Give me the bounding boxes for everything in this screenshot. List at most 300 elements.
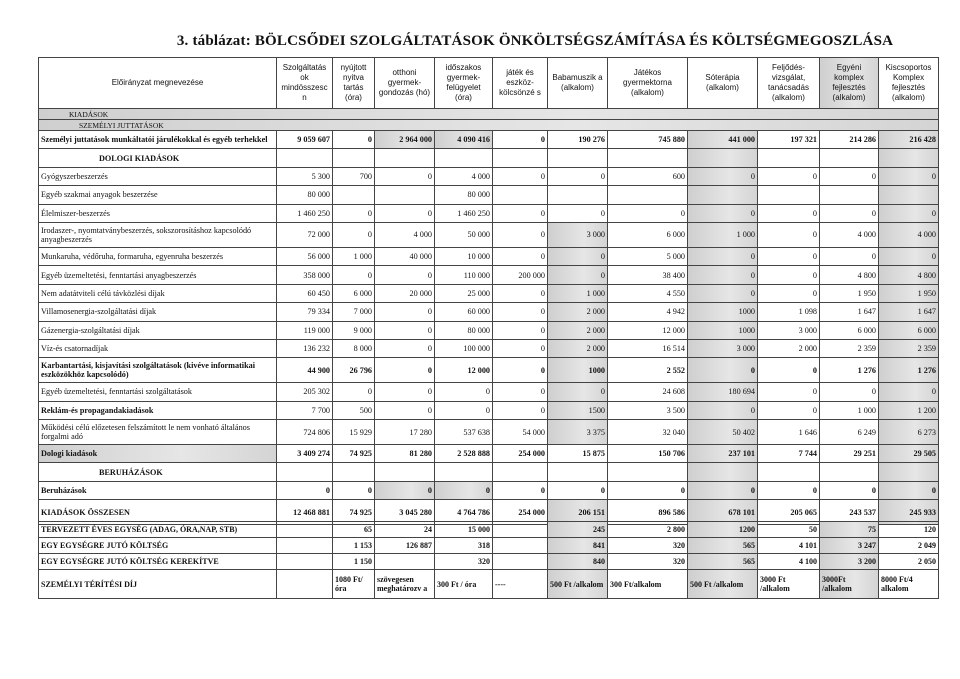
table-cell: 2 528 888 bbox=[435, 445, 493, 463]
row-label: Dologi kiadások bbox=[39, 445, 277, 463]
table-cell: 0 bbox=[493, 284, 548, 302]
table-row bbox=[39, 186, 939, 204]
table-cell: 50 bbox=[758, 522, 820, 538]
table-cell bbox=[608, 463, 688, 481]
table-cell: 245 933 bbox=[879, 500, 939, 525]
table-cell: 1000 bbox=[688, 321, 758, 339]
table-cell bbox=[375, 149, 435, 167]
table-cell: 0 bbox=[879, 247, 939, 265]
table-cell: 3 375 bbox=[548, 420, 608, 445]
table-row bbox=[39, 481, 939, 499]
table-cell: 15 929 bbox=[333, 420, 375, 445]
table-cell: 0 bbox=[493, 481, 548, 499]
table-cell: 0 bbox=[375, 303, 435, 321]
table-cell: 3 045 280 bbox=[375, 500, 435, 525]
table-row bbox=[39, 131, 939, 149]
row-label: TERVEZETT ÉVES EGYSÉG (ADAG, ÓRA,NAP, STB) bbox=[39, 522, 277, 538]
table-cell: 245 bbox=[548, 522, 608, 538]
table-cell: 17 280 bbox=[375, 420, 435, 445]
table-cell: 2 000 bbox=[548, 321, 608, 339]
table-cell: 1 647 bbox=[879, 303, 939, 321]
table-cell: 0 bbox=[758, 383, 820, 401]
table-row bbox=[39, 358, 939, 383]
table-cell: 3000 Ft /alkalom bbox=[758, 570, 820, 599]
row-label: BERUHÁZÁSOK bbox=[39, 463, 277, 481]
row-label: Beruházások bbox=[39, 481, 277, 499]
table-cell bbox=[493, 522, 548, 538]
table-cell: 197 321 bbox=[758, 131, 820, 149]
table-cell: 0 bbox=[758, 167, 820, 185]
table-cell: 896 586 bbox=[608, 500, 688, 525]
table-cell: 0 bbox=[548, 266, 608, 284]
table-cell: 4 550 bbox=[608, 284, 688, 302]
table-cell: 1080 Ft/óra bbox=[333, 570, 375, 599]
table-cell: 4 000 bbox=[820, 222, 879, 247]
table-row bbox=[39, 167, 939, 185]
table-cell: 1200 bbox=[688, 522, 758, 538]
table-cell: 0 bbox=[435, 401, 493, 419]
table-row bbox=[39, 120, 939, 131]
table-row bbox=[39, 284, 939, 302]
table-cell: 20 000 bbox=[375, 284, 435, 302]
column-header: Sóterápia (alkalom) bbox=[688, 58, 758, 109]
table-cell: 0 bbox=[608, 481, 688, 499]
table-cell: 6 000 bbox=[820, 321, 879, 339]
table-cell: 0 bbox=[333, 266, 375, 284]
table-cell: 0 bbox=[375, 339, 435, 357]
table-cell bbox=[608, 186, 688, 204]
table-cell bbox=[820, 463, 879, 481]
table-cell: 40 000 bbox=[375, 247, 435, 265]
table-cell: 3 247 bbox=[820, 538, 879, 554]
table-cell: 1 200 bbox=[879, 401, 939, 419]
row-label: Irodaszer-, nyomtatványbeszerzés, sokszorosításhoz kapcsolódó anyagbeszerzés bbox=[39, 222, 277, 247]
row-label: Karbantartási, kisjavítási szolgáltatások (kivéve informatikai eszközökhöz kapcsolódó) bbox=[39, 358, 277, 383]
table-row bbox=[39, 321, 939, 339]
table-cell bbox=[375, 463, 435, 481]
table-cell: 4 100 bbox=[758, 554, 820, 570]
table-cell: 180 694 bbox=[688, 383, 758, 401]
row-label: SZEMÉLYI TÉRÍTÉSI DÍJ bbox=[39, 570, 277, 599]
table-cell: 24 bbox=[375, 522, 435, 538]
table-cell bbox=[435, 149, 493, 167]
table-cell bbox=[758, 149, 820, 167]
table-cell: 7 000 bbox=[333, 303, 375, 321]
table-cell: 2 552 bbox=[608, 358, 688, 383]
table-title: 3. táblázat: BÖLCSŐDEI SZOLGÁLTATÁSOK ÖNKÖLTSÉGSZÁMÍTÁSA ÉS KÖLTSÉGMEGOSZLÁSA bbox=[176, 33, 894, 49]
table-cell: 15 875 bbox=[548, 445, 608, 463]
table-cell: 237 101 bbox=[688, 445, 758, 463]
table-cell: 136 232 bbox=[277, 339, 333, 357]
column-header: Kiscsoportos Komplex fejlesztés (alkalom) bbox=[879, 58, 939, 109]
table-cell: 205 302 bbox=[277, 383, 333, 401]
table-cell bbox=[493, 554, 548, 570]
table-cell: 0 bbox=[333, 222, 375, 247]
table-cell bbox=[277, 538, 333, 554]
row-label: KIADÁSOK ÖSSZESEN bbox=[39, 500, 277, 525]
table-cell: 216 428 bbox=[879, 131, 939, 149]
table-cell: 2 000 bbox=[758, 339, 820, 357]
table-cell: 0 bbox=[493, 321, 548, 339]
table-cell: 0 bbox=[548, 204, 608, 222]
table-cell: 50 000 bbox=[435, 222, 493, 247]
table-cell bbox=[277, 554, 333, 570]
table-cell: 0 bbox=[548, 167, 608, 185]
table-cell: 29 251 bbox=[820, 445, 879, 463]
table-cell: 0 bbox=[820, 247, 879, 265]
table-cell: 0 bbox=[688, 401, 758, 419]
table-cell: 724 806 bbox=[277, 420, 333, 445]
table-cell: 74 925 bbox=[333, 500, 375, 525]
table-cell: 1 000 bbox=[333, 247, 375, 265]
table-cell bbox=[277, 522, 333, 538]
table-cell bbox=[493, 149, 548, 167]
table-cell: 9 000 bbox=[333, 321, 375, 339]
table-cell: 1 950 bbox=[820, 284, 879, 302]
table-cell: 0 bbox=[375, 167, 435, 185]
table-cell: 100 000 bbox=[435, 339, 493, 357]
table-cell: 320 bbox=[435, 554, 493, 570]
table-cell: 150 706 bbox=[608, 445, 688, 463]
table-cell: 4 101 bbox=[758, 538, 820, 554]
table-cell: 3000Ft /alkalom bbox=[820, 570, 879, 599]
table-row bbox=[39, 554, 939, 570]
row-label: Egyéb szakmai anyagok beszerzése bbox=[39, 186, 277, 204]
table-cell: 72 000 bbox=[277, 222, 333, 247]
table-cell: 0 bbox=[277, 481, 333, 499]
column-header: Feljődés-vizsgálat, tanácsadás (alkalom) bbox=[758, 58, 820, 109]
table-cell: 16 514 bbox=[608, 339, 688, 357]
table-cell: 0 bbox=[608, 204, 688, 222]
table-row bbox=[39, 445, 939, 463]
table-cell: 0 bbox=[375, 321, 435, 339]
cost-table bbox=[38, 57, 939, 525]
table-cell: 600 bbox=[608, 167, 688, 185]
table-cell: 678 101 bbox=[688, 500, 758, 525]
table-cell: 4 000 bbox=[435, 167, 493, 185]
table-cell bbox=[333, 186, 375, 204]
column-header: Játékos gyermektorna (alkalom) bbox=[608, 58, 688, 109]
table-cell bbox=[375, 186, 435, 204]
table-cell: 110 000 bbox=[435, 266, 493, 284]
table-row bbox=[39, 303, 939, 321]
table-cell: 5 000 bbox=[608, 247, 688, 265]
table-cell: 0 bbox=[333, 131, 375, 149]
column-header: Egyéni komplex fejlesztés (alkalom) bbox=[820, 58, 879, 109]
table-cell: 7 700 bbox=[277, 401, 333, 419]
table-row bbox=[39, 109, 939, 120]
table-cell: 0 bbox=[375, 481, 435, 499]
table-cell: 0 bbox=[688, 284, 758, 302]
table-cell: 500 bbox=[333, 401, 375, 419]
table-cell: 0 bbox=[758, 481, 820, 499]
table-cell: 190 276 bbox=[548, 131, 608, 149]
table-cell: 0 bbox=[688, 266, 758, 284]
table-cell bbox=[493, 463, 548, 481]
table-cell: 0 bbox=[758, 247, 820, 265]
table-cell: 56 000 bbox=[277, 247, 333, 265]
table-cell: 320 bbox=[608, 554, 688, 570]
table-cell: 1 153 bbox=[333, 538, 375, 554]
table-row bbox=[39, 266, 939, 284]
table-cell: 3 000 bbox=[758, 321, 820, 339]
table-cell: 500 Ft /alkalom bbox=[548, 570, 608, 599]
table-cell: 2 000 bbox=[548, 303, 608, 321]
table-cell: 0 bbox=[688, 247, 758, 265]
table-cell: 2 000 bbox=[548, 339, 608, 357]
table-cell: 0 bbox=[758, 204, 820, 222]
table-cell bbox=[879, 463, 939, 481]
table-cell bbox=[277, 463, 333, 481]
table-cell: 1000 bbox=[548, 358, 608, 383]
table-cell: 24 608 bbox=[608, 383, 688, 401]
table-cell: 0 bbox=[375, 266, 435, 284]
table-cell: 80 000 bbox=[435, 186, 493, 204]
table-row bbox=[39, 383, 939, 401]
table-cell bbox=[879, 149, 939, 167]
table-cell: 745 880 bbox=[608, 131, 688, 149]
table-cell: 1 647 bbox=[820, 303, 879, 321]
table-cell: 12 468 881 bbox=[277, 500, 333, 525]
table-cell: 0 bbox=[758, 222, 820, 247]
table-cell: 6 000 bbox=[879, 321, 939, 339]
table-row bbox=[39, 538, 939, 554]
table-cell: 3 200 bbox=[820, 554, 879, 570]
table-cell: 81 280 bbox=[375, 445, 435, 463]
table-cell: 1 000 bbox=[820, 401, 879, 419]
table-cell: 0 bbox=[493, 131, 548, 149]
unit-cost-table bbox=[38, 521, 939, 599]
table-cell: 32 040 bbox=[608, 420, 688, 445]
table-cell: 254 000 bbox=[493, 500, 548, 525]
table-cell bbox=[375, 554, 435, 570]
table-cell bbox=[688, 186, 758, 204]
table-cell: 4 000 bbox=[879, 222, 939, 247]
table-cell: 3 500 bbox=[608, 401, 688, 419]
table-cell bbox=[435, 463, 493, 481]
table-cell: 0 bbox=[493, 303, 548, 321]
table-cell: ---- bbox=[493, 570, 548, 599]
table-cell: 0 bbox=[758, 401, 820, 419]
table-cell: 0 bbox=[493, 222, 548, 247]
table-cell: 1 276 bbox=[879, 358, 939, 383]
table-cell: 841 bbox=[548, 538, 608, 554]
table-cell: 840 bbox=[548, 554, 608, 570]
table-row bbox=[39, 463, 939, 481]
table-cell: 0 bbox=[879, 481, 939, 499]
table-cell: 60 450 bbox=[277, 284, 333, 302]
table-cell: 6 000 bbox=[608, 222, 688, 247]
table-cell: 0 bbox=[879, 204, 939, 222]
table-row bbox=[39, 339, 939, 357]
table-cell: 0 bbox=[758, 358, 820, 383]
table-cell bbox=[820, 149, 879, 167]
table-cell bbox=[277, 149, 333, 167]
table-cell: 4 800 bbox=[820, 266, 879, 284]
table-cell: 5 300 bbox=[277, 167, 333, 185]
table-cell: 15 000 bbox=[435, 522, 493, 538]
table-cell: 0 bbox=[879, 383, 939, 401]
table-cell: 565 bbox=[688, 538, 758, 554]
table-cell: 10 000 bbox=[435, 247, 493, 265]
table-cell: 7 744 bbox=[758, 445, 820, 463]
table-cell: 1000 bbox=[688, 303, 758, 321]
table-cell: 6 273 bbox=[879, 420, 939, 445]
table-cell: 2 359 bbox=[820, 339, 879, 357]
table-cell: 50 402 bbox=[688, 420, 758, 445]
table-cell: 0 bbox=[493, 339, 548, 357]
column-header: Előirányzat megnevezése bbox=[39, 58, 277, 109]
table-cell: 206 151 bbox=[548, 500, 608, 525]
column-header: Babamuszik a (alkalom) bbox=[548, 58, 608, 109]
table-cell: 537 638 bbox=[435, 420, 493, 445]
row-label: Gyógyszerbeszerzés bbox=[39, 167, 277, 185]
table-cell: 29 505 bbox=[879, 445, 939, 463]
row-label: Gázenergia-szolgáltatási díjak bbox=[39, 321, 277, 339]
table-cell: 65 bbox=[333, 522, 375, 538]
table-cell: szövegesen meghatározv a bbox=[375, 570, 435, 599]
table-cell: 500 Ft /alkalom bbox=[688, 570, 758, 599]
table-cell: 0 bbox=[879, 167, 939, 185]
table-cell: 0 bbox=[493, 401, 548, 419]
table-cell: 0 bbox=[688, 204, 758, 222]
table-cell: 1 150 bbox=[333, 554, 375, 570]
row-label: Egyéb üzemeltetési, fenntartási szolgáltatások bbox=[39, 383, 277, 401]
row-label: Egyéb üzemeltetési, fenntartási anyagbeszerzés bbox=[39, 266, 277, 284]
column-header: Szolgáltatás ok mindösszesc n bbox=[277, 58, 333, 109]
row-label: Személyi juttatások munkáltatói járulékokkal és egyéb terhekkel bbox=[39, 131, 277, 149]
table-cell: 2 049 bbox=[879, 538, 939, 554]
section-label: KIADÁSOK bbox=[39, 109, 939, 120]
table-cell: 75 bbox=[820, 522, 879, 538]
table-cell: 1 460 250 bbox=[277, 204, 333, 222]
table-cell bbox=[493, 186, 548, 204]
table-cell bbox=[758, 463, 820, 481]
table-cell: 1 460 250 bbox=[435, 204, 493, 222]
table-cell: 4 800 bbox=[879, 266, 939, 284]
table-cell: 1 098 bbox=[758, 303, 820, 321]
table-cell: 0 bbox=[688, 167, 758, 185]
table-cell: 0 bbox=[820, 481, 879, 499]
table-cell: 318 bbox=[435, 538, 493, 554]
table-cell: 0 bbox=[375, 204, 435, 222]
table-cell: 1 000 bbox=[548, 284, 608, 302]
row-label: Élelmiszer-beszerzés bbox=[39, 204, 277, 222]
table-cell: 74 925 bbox=[333, 445, 375, 463]
table-cell bbox=[548, 186, 608, 204]
column-header: időszakos gyermek-felügyelet (óra) bbox=[435, 58, 493, 109]
table-cell: 80 000 bbox=[277, 186, 333, 204]
table-cell bbox=[820, 186, 879, 204]
table-cell: 2 359 bbox=[879, 339, 939, 357]
table-cell: 4 942 bbox=[608, 303, 688, 321]
table-cell: 0 bbox=[548, 383, 608, 401]
table-cell: 3 409 274 bbox=[277, 445, 333, 463]
table-cell: 3 000 bbox=[548, 222, 608, 247]
column-header: otthoni gyermek-gondozás (hó) bbox=[375, 58, 435, 109]
table-cell bbox=[493, 538, 548, 554]
table-cell: 4 764 786 bbox=[435, 500, 493, 525]
table-cell: 0 bbox=[493, 167, 548, 185]
table-cell: 119 000 bbox=[277, 321, 333, 339]
table-cell: 2 050 bbox=[879, 554, 939, 570]
table-cell: 0 bbox=[435, 481, 493, 499]
table-cell: 26 796 bbox=[333, 358, 375, 383]
table-cell: 6 249 bbox=[820, 420, 879, 445]
row-label: Víz-és csatornadíjak bbox=[39, 339, 277, 357]
table-cell: 80 000 bbox=[435, 321, 493, 339]
table-cell: 214 286 bbox=[820, 131, 879, 149]
table-cell: 60 000 bbox=[435, 303, 493, 321]
table-cell: 44 900 bbox=[277, 358, 333, 383]
table-cell: 0 bbox=[548, 481, 608, 499]
table-cell: 0 bbox=[493, 204, 548, 222]
section-label: SZEMÉLYI JUTTATÁSOK bbox=[39, 120, 939, 131]
table-cell: 0 bbox=[820, 204, 879, 222]
table-cell: 565 bbox=[688, 554, 758, 570]
row-label: DOLOGI KIADÁSOK bbox=[39, 149, 277, 167]
table-cell: 300 Ft / óra bbox=[435, 570, 493, 599]
table-cell bbox=[688, 463, 758, 481]
table-cell: 254 000 bbox=[493, 445, 548, 463]
table-cell: 0 bbox=[435, 383, 493, 401]
table-cell: 0 bbox=[688, 358, 758, 383]
table-cell: 0 bbox=[820, 383, 879, 401]
table-cell: 0 bbox=[375, 383, 435, 401]
table-cell: 0 bbox=[493, 383, 548, 401]
table-cell bbox=[333, 149, 375, 167]
table-cell: 441 000 bbox=[688, 131, 758, 149]
table-cell: 0 bbox=[820, 167, 879, 185]
table-cell bbox=[688, 149, 758, 167]
column-header: játék és eszköz-kölcsönzé s bbox=[493, 58, 548, 109]
row-label: Villamosenergia-szolgáltatási díjak bbox=[39, 303, 277, 321]
table-cell: 25 000 bbox=[435, 284, 493, 302]
table-cell: 243 537 bbox=[820, 500, 879, 525]
table-cell: 0 bbox=[375, 358, 435, 383]
table-cell: 79 334 bbox=[277, 303, 333, 321]
table-cell: 3 000 bbox=[688, 339, 758, 357]
table-cell: 0 bbox=[375, 401, 435, 419]
row-label: Nem adatátviteli célú távközlési díjak bbox=[39, 284, 277, 302]
table-cell: 1 000 bbox=[688, 222, 758, 247]
table-row bbox=[39, 247, 939, 265]
table-row bbox=[39, 522, 939, 538]
table-cell: 0 bbox=[333, 204, 375, 222]
row-label: Működési célú előzetesen felszámított le nem vonható általános forgalmi adó bbox=[39, 420, 277, 445]
table-cell: 358 000 bbox=[277, 266, 333, 284]
table-cell: 0 bbox=[333, 481, 375, 499]
table-cell bbox=[548, 463, 608, 481]
table-cell bbox=[608, 149, 688, 167]
table-cell: 0 bbox=[758, 266, 820, 284]
table-cell: 0 bbox=[333, 383, 375, 401]
table-cell: 4 090 416 bbox=[435, 131, 493, 149]
table-row bbox=[39, 149, 939, 167]
table-cell: 8000 Ft/4 alkalom bbox=[879, 570, 939, 599]
table-cell: 0 bbox=[688, 481, 758, 499]
table-cell bbox=[277, 570, 333, 599]
table-cell: 1 276 bbox=[820, 358, 879, 383]
table-cell: 700 bbox=[333, 167, 375, 185]
column-header: nyújtott nyitva tartás (óra) bbox=[333, 58, 375, 109]
table-row bbox=[39, 222, 939, 247]
table-cell: 12 000 bbox=[608, 321, 688, 339]
table-cell bbox=[333, 463, 375, 481]
row-label: EGY EGYSÉGRE JUTÓ KÖLTSÉG KEREKÍTVE bbox=[39, 554, 277, 570]
table-cell: 1 950 bbox=[879, 284, 939, 302]
table-cell: 9 059 607 bbox=[277, 131, 333, 149]
